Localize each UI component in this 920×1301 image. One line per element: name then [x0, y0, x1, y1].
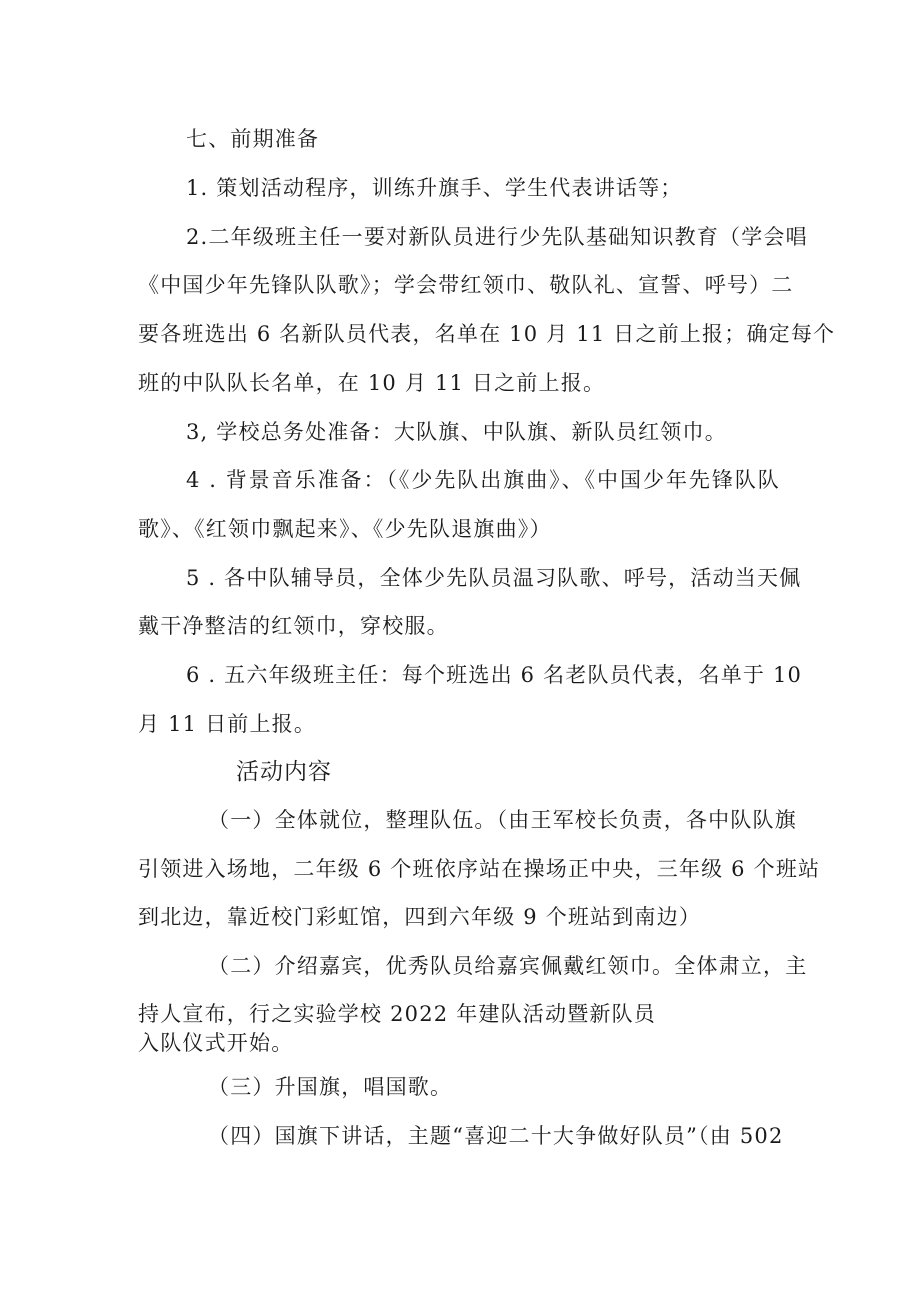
paragraph-line: 1. 策划活动程序，训练升旗手、学生代表讲话等；	[186, 176, 683, 200]
paragraph-line: 引领进入场地，二年级 6 个班依序站在操场正中央，三年级 6 个班站	[138, 857, 821, 881]
paragraph-line: 班的中队队长名单，在 10 月 11 日之前上报。	[138, 371, 606, 395]
paragraph-line: （二）介绍嘉宾，优秀队员给嘉宾佩戴红领巾。全体肃立，主	[208, 954, 808, 978]
paragraph-line: 持人宣布，行之实验学校 2022 年建队活动暨新队员	[138, 1002, 656, 1026]
paragraph-line: （三）升国旗，唱国歌。	[208, 1075, 453, 1099]
paragraph-line: 6 . 五六年级班主任：每个班选出 6 名老队员代表，名单于 10	[186, 663, 803, 687]
paragraph-line: 月 11 日前上报。	[138, 712, 317, 736]
paragraph-line: 3, 学校总务处准备：大队旗、中队旗、新队员红领巾。	[186, 420, 727, 444]
paragraph-line: 4 . 背景音乐准备：（《少先队出旗曲》、《中国少年先锋队队	[186, 468, 780, 492]
paragraph-line: 入队仪式开始。	[138, 1031, 294, 1055]
section-heading-preparation: 七、前期准备	[186, 127, 320, 151]
paragraph-line: 要各班选出 6 名新队员代表，名单在 10 月 11 日之前上报；确定每个	[138, 322, 836, 346]
paragraph-line: 5 . 各中队辅导员，全体少先队员温习队歌、呼号，活动当天佩	[186, 566, 802, 590]
paragraph-line: 《中国少年先锋队队歌》；学会带红领巾、敬队礼、宣誓、呼号）二	[138, 273, 794, 297]
paragraph-line: （一）全体就位，整理队伍。（由王军校长负责，各中队队旗	[208, 808, 797, 832]
paragraph-line: （四）国旗下讲话，主题“喜迎二十大争做好队员”（由 502	[208, 1124, 784, 1148]
paragraph-line: 2.二年级班主任一要对新队员进行少先队基础知识教育（学会唱	[186, 225, 808, 249]
paragraph-line: 歌》、《红领巾飘起来》、《少先队退旗曲》）	[138, 517, 552, 541]
paragraph-line: 戴干净整洁的红领巾，穿校服。	[138, 614, 449, 638]
paragraph-line: 到北边，靠近校门彩虹馆，四到六年级 9 个班站到南边）	[138, 905, 702, 929]
section-heading-activity: 活动内容	[236, 759, 332, 785]
